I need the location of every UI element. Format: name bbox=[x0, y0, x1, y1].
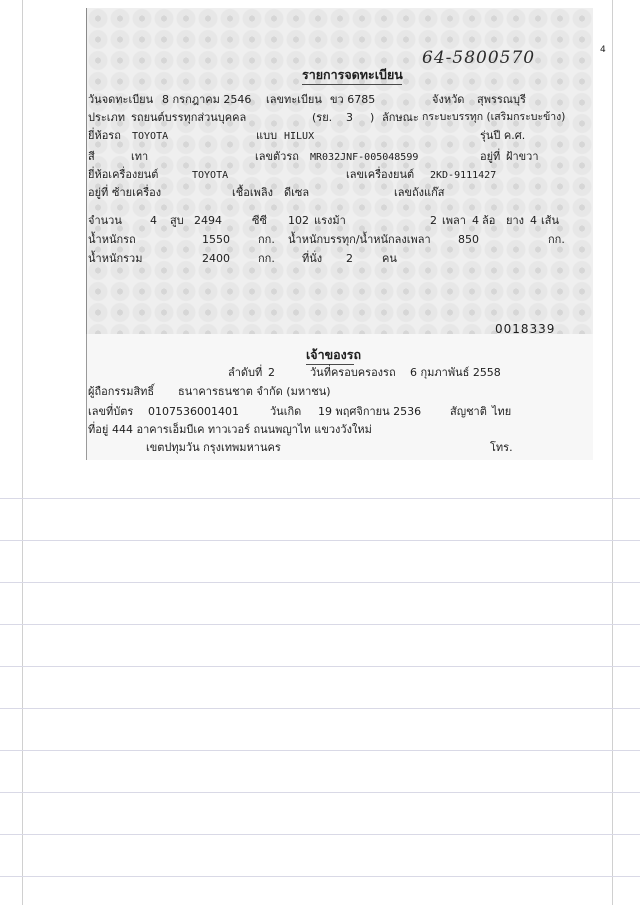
rule-line bbox=[0, 750, 640, 751]
birth-label: วันเกิด bbox=[270, 405, 302, 418]
serial-number: 0018339 bbox=[495, 322, 556, 336]
reg-no-label: เลขทะเบียน bbox=[266, 93, 322, 106]
id-card-value: 0107536001401 bbox=[148, 405, 239, 418]
birth-value: 19 พฤศจิกายน 2536 bbox=[318, 405, 422, 418]
weight-value: 1550 bbox=[202, 233, 230, 246]
load-unit: กก. bbox=[548, 233, 565, 246]
vin-location-value: ฝ้าขวา bbox=[506, 150, 539, 163]
holder-value: ธนาคารธนชาต จำกัด (มหาชน) bbox=[178, 385, 331, 398]
fuel-label: เชื้อเพลิง bbox=[232, 186, 273, 199]
rule-line bbox=[0, 792, 640, 793]
nationality-label: สัญชาติ bbox=[450, 405, 487, 418]
load-value: 850 bbox=[458, 233, 479, 246]
reg-date-label: วันจดทะเบียน bbox=[88, 93, 154, 106]
color-label: สี bbox=[88, 150, 95, 163]
address-value: 444 อาคารเอ็มบีเค ทาวเวอร์ ถนนพญาไท แขวงวังใหม่ bbox=[112, 423, 372, 436]
province-label: จังหวัด bbox=[432, 93, 465, 106]
rule-line bbox=[0, 624, 640, 625]
title-underline bbox=[302, 84, 402, 85]
gas-tank-label: เลขถังแก๊ส bbox=[394, 186, 445, 199]
wheel-label: ล้อ bbox=[482, 214, 496, 227]
cc-label: ซีซี bbox=[252, 214, 267, 227]
engine-location-label: อยู่ที่ bbox=[88, 186, 109, 199]
ry-close: ) bbox=[370, 111, 375, 124]
province-value: สุพรรณบุรี bbox=[477, 93, 526, 106]
rule-line bbox=[0, 582, 640, 583]
holder-label: ผู้ถือกรรมสิทธิ์ bbox=[88, 385, 155, 398]
engine-brand-label: ยี่ห้อเครื่องยนต์ bbox=[88, 168, 159, 181]
style-label: ลักษณะ bbox=[382, 111, 419, 124]
page-edge-left bbox=[22, 0, 23, 905]
total-weight-label: น้ำหนักรวม bbox=[88, 252, 143, 265]
registration-title: รายการจดทะเบียน bbox=[302, 67, 403, 82]
model-label: แบบ bbox=[256, 129, 278, 142]
possession-date-value: 6 กุมภาพันธ์ 2558 bbox=[410, 366, 501, 379]
ry-label: (รย. bbox=[312, 111, 333, 124]
horsepower-label: แรงม้า bbox=[314, 214, 346, 227]
id-card-label: เลขที่บัตร bbox=[88, 405, 134, 418]
total-weight-value: 2400 bbox=[202, 252, 230, 265]
seat-unit: คน bbox=[382, 252, 397, 265]
owner-title: เจ้าของรถ bbox=[306, 347, 362, 362]
style-value: กระบะบรรทุก (เสริมกระบะข้าง) bbox=[422, 111, 566, 123]
rule-line bbox=[0, 666, 640, 667]
type-value: รถยนต์บรรทุกส่วนบุคคล bbox=[131, 111, 247, 124]
seat-value: 2 bbox=[346, 252, 353, 265]
type-label: ประเภท bbox=[88, 111, 126, 124]
rule-line bbox=[0, 540, 640, 541]
model-value: HILUX bbox=[284, 131, 315, 142]
rule-line bbox=[0, 876, 640, 877]
tire-unit: เส้น bbox=[541, 214, 559, 227]
load-label: น้ำหนักบรรทุก/น้ำหนักลงเพลา bbox=[288, 233, 431, 246]
tire-value: 4 bbox=[530, 214, 537, 227]
handwritten-number: 64-5800570 bbox=[422, 48, 536, 68]
brand-label: ยี่ห้อรถ bbox=[88, 129, 121, 142]
page-edge-right bbox=[612, 0, 613, 905]
possession-date-label: วันที่ครอบครองรถ bbox=[310, 366, 396, 379]
cylinder-value: 2494 bbox=[194, 214, 222, 227]
engine-no-value: 2KD-9111427 bbox=[430, 170, 497, 181]
engine-location-value: ซ้ายเครื่อง bbox=[112, 186, 162, 199]
fuel-value: ดีเซล bbox=[284, 186, 310, 199]
page-number: 4 bbox=[600, 45, 606, 55]
tire-label: ยาง bbox=[506, 214, 524, 227]
rule-line bbox=[0, 498, 640, 499]
cylinder-label: สูบ bbox=[170, 214, 184, 227]
total-weight-unit: กก. bbox=[258, 252, 275, 265]
reg-date-value: 8 กรกฎาคม 2546 bbox=[162, 93, 252, 106]
year-label: รุ่นปี ค.ศ. bbox=[480, 129, 526, 142]
tel-label: โทร. bbox=[490, 441, 513, 454]
color-value: เทา bbox=[131, 150, 149, 163]
weight-label: น้ำหนักรถ bbox=[88, 233, 136, 246]
vin-label: เลขตัวรถ bbox=[255, 150, 299, 163]
cc-value: 102 bbox=[288, 214, 309, 227]
nationality-value: ไทย bbox=[492, 405, 512, 418]
owner-title-underline bbox=[306, 364, 354, 365]
brand-value: TOYOTA bbox=[132, 131, 169, 142]
weight-unit: กก. bbox=[258, 233, 275, 246]
engine-brand-value: TOYOTA bbox=[192, 170, 229, 181]
ry-value: 3 bbox=[346, 111, 353, 124]
wheel-value: 4 bbox=[472, 214, 479, 227]
address-label: ที่อยู่ bbox=[88, 423, 109, 436]
engine-no-label: เลขเครื่องยนต์ bbox=[346, 168, 415, 181]
address-line2: เขตปทุมวัน กรุงเทพมหานคร bbox=[146, 441, 281, 454]
seat-label: ที่นั่ง bbox=[302, 252, 323, 265]
vin-value: MR032JNF-005048599 bbox=[310, 152, 419, 163]
count-label: จำนวน bbox=[88, 214, 122, 227]
order-label: ลำดับที่ bbox=[228, 366, 263, 379]
axle-value: 2 bbox=[430, 214, 437, 227]
reg-no-value: ขว 6785 bbox=[330, 93, 376, 106]
rule-line bbox=[0, 708, 640, 709]
axle-label: เพลา bbox=[442, 214, 466, 227]
count-value: 4 bbox=[150, 214, 157, 227]
rule-line bbox=[0, 834, 640, 835]
vin-location-label: อยู่ที่ bbox=[480, 150, 501, 163]
order-value: 2 bbox=[268, 366, 275, 379]
